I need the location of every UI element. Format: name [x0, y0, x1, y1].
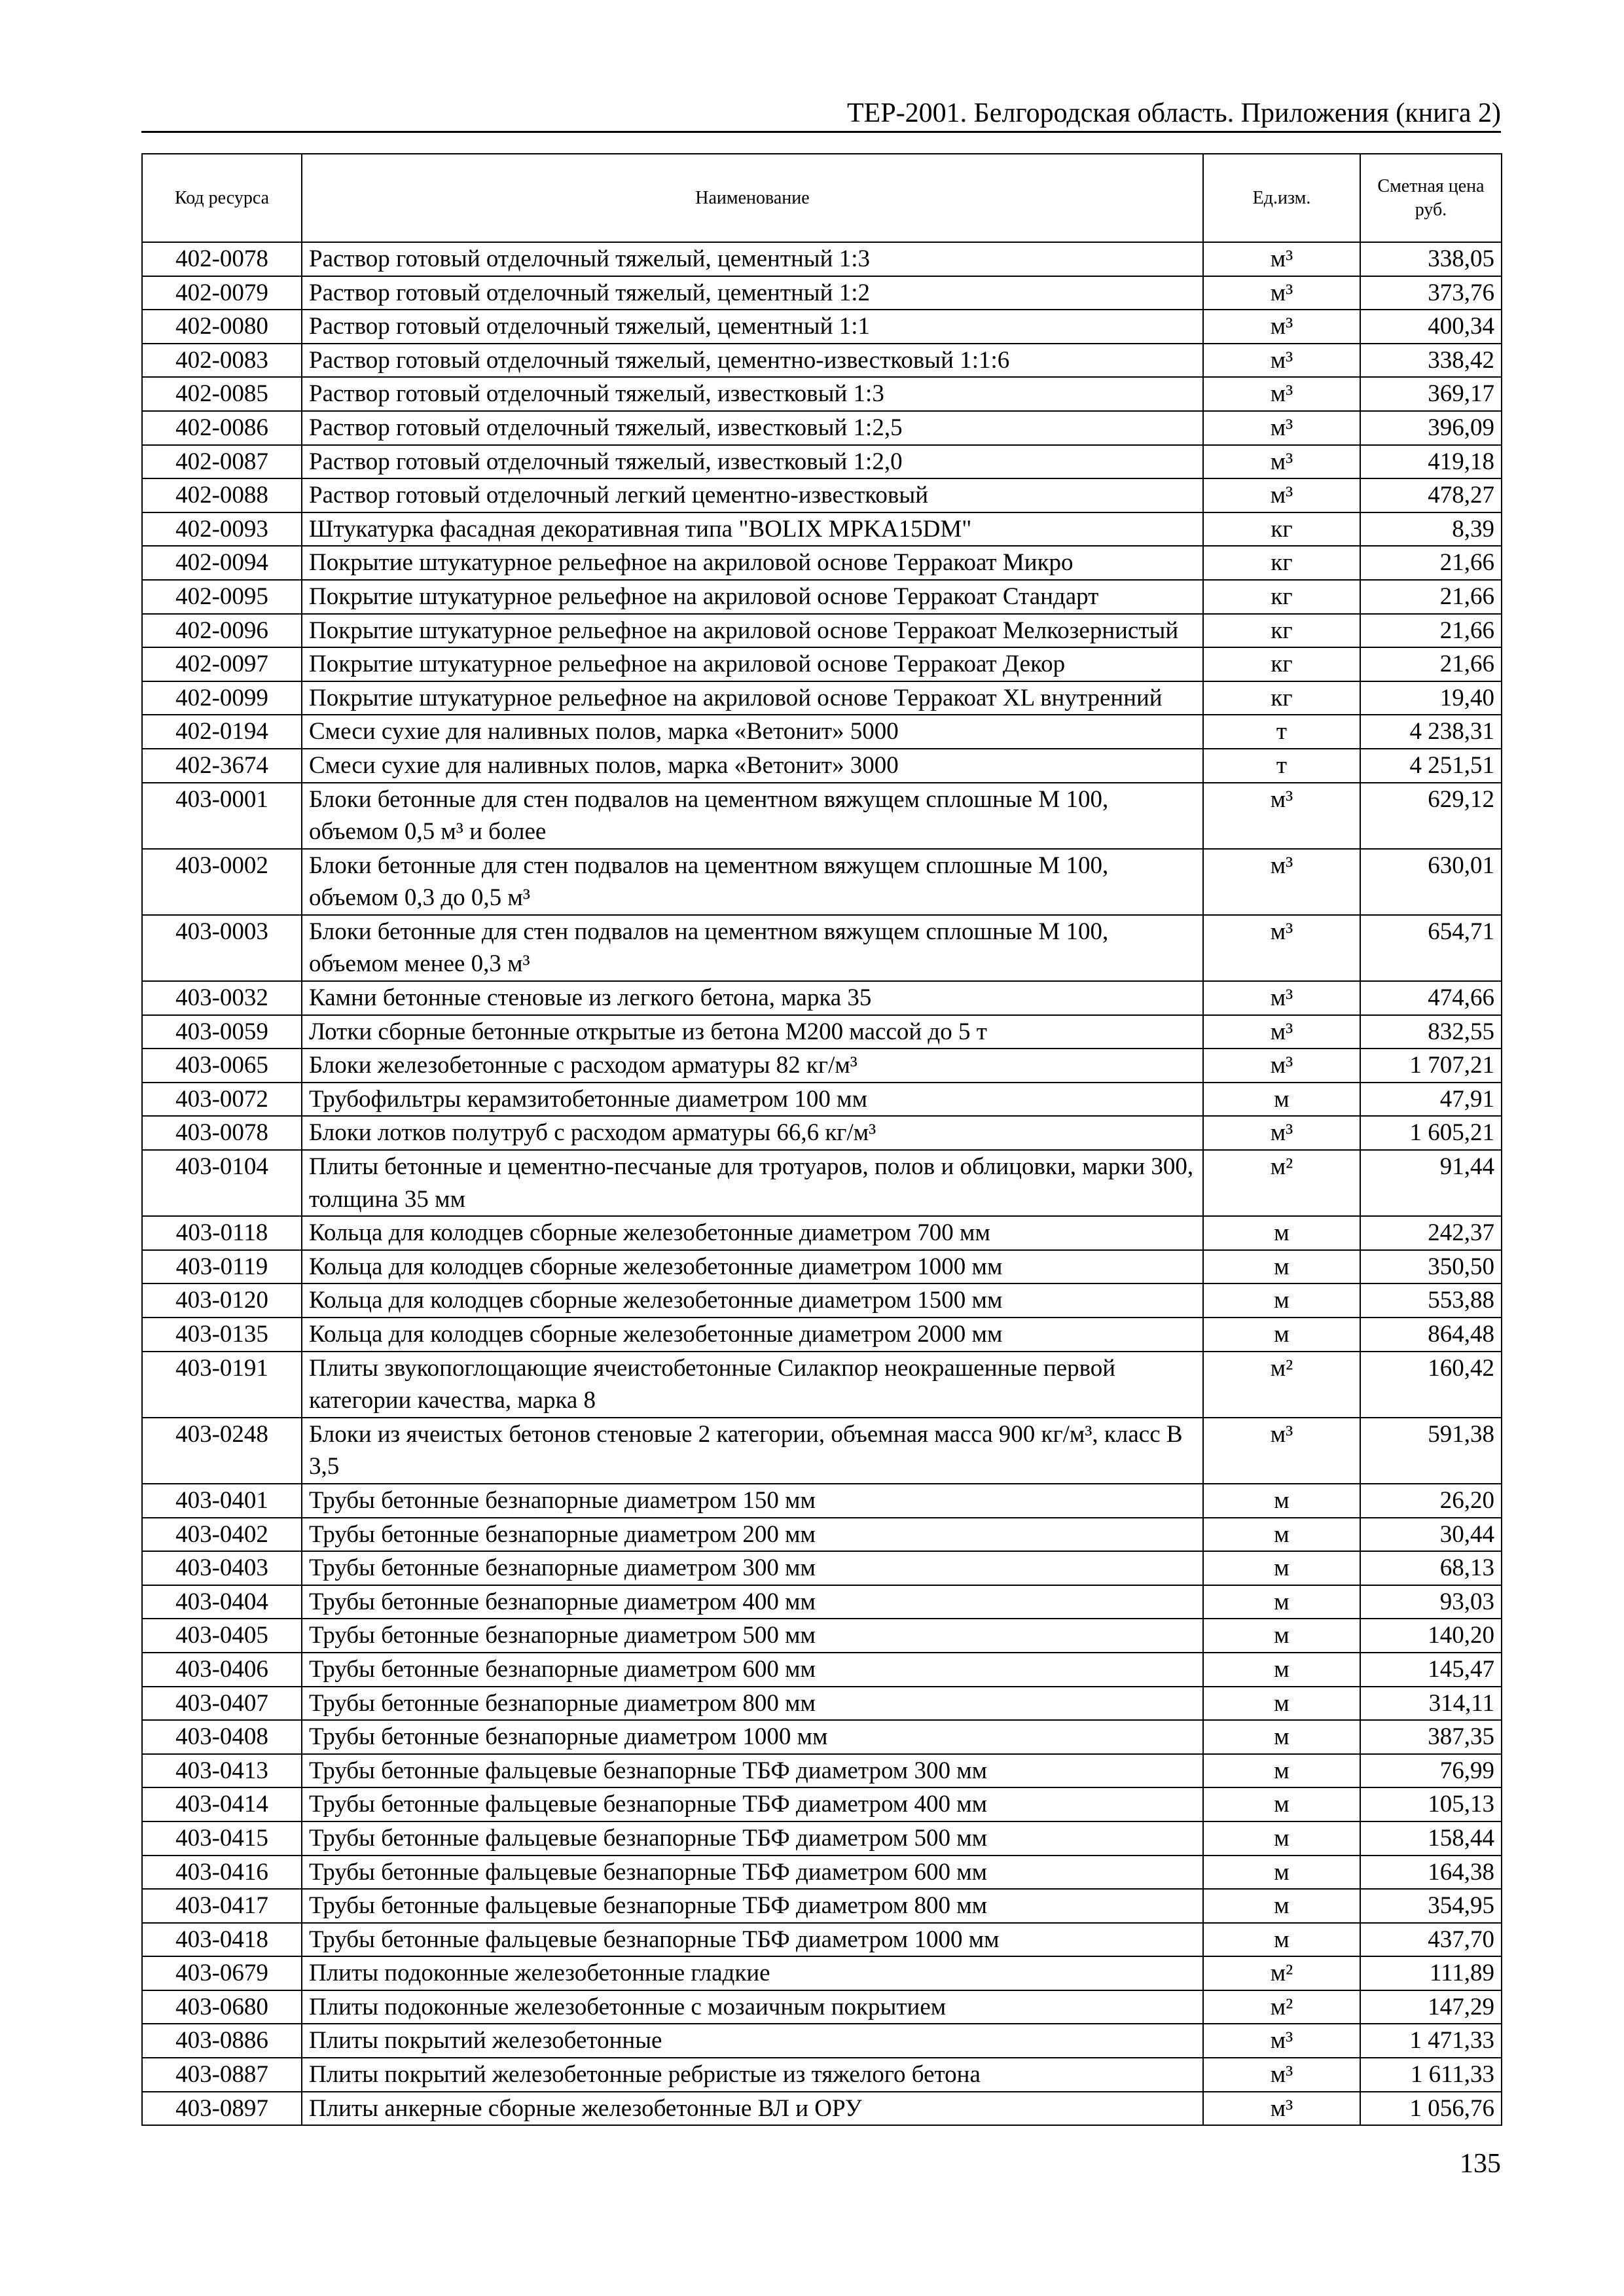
resource-code-cell: 403-0406: [142, 1653, 302, 1687]
price-cell: 1 056,76: [1360, 2092, 1502, 2126]
table-row: [142, 1352, 1502, 1418]
price-cell: 654,71: [1360, 915, 1502, 981]
resource-name-cell: Блоки бетонные для стен подвалов на цементном вяжущем сплошные М 100, объемом 0,3 до 0,5 м³: [302, 849, 1203, 915]
unit-cell: м: [1203, 1518, 1360, 1552]
resource-name-cell: Трубы бетонные безнапорные диаметром 300 мм: [302, 1551, 1203, 1585]
table-row: [142, 445, 1502, 479]
resource-name-cell: Плиты анкерные сборные железобетонные ВЛ и ОРУ: [302, 2092, 1203, 2126]
table-row: [142, 2024, 1502, 2058]
price-cell: 832,55: [1360, 1015, 1502, 1049]
resource-code-cell: 402-0194: [142, 715, 302, 749]
column-header-name: Наименование: [302, 154, 1203, 242]
unit-cell: м³: [1203, 2092, 1360, 2126]
resource-name-cell: Трубы бетонные фальцевые безнапорные ТБФ диаметром 300 мм: [302, 1754, 1203, 1788]
unit-cell: м³: [1203, 377, 1360, 411]
price-cell: 19,40: [1360, 681, 1502, 715]
resource-code-cell: 403-0135: [142, 1318, 302, 1352]
resource-name-cell: Трубы бетонные фальцевые безнапорные ТБФ диаметром 600 мм: [302, 1856, 1203, 1890]
unit-cell: м: [1203, 1318, 1360, 1352]
unit-cell: м³: [1203, 2024, 1360, 2058]
unit-cell: м: [1203, 1821, 1360, 1856]
price-cell: 47,91: [1360, 1083, 1502, 1117]
resource-code-cell: 402-0078: [142, 242, 302, 276]
resource-name-cell: Плиты звукопоглощающие ячеистобетонные Силакпор неокрашенные первой категории качества, марка 8: [302, 1352, 1203, 1418]
table-row: [142, 647, 1502, 681]
table-row: [142, 1619, 1502, 1653]
resource-name-cell: Блоки бетонные для стен подвалов на цементном вяжущем сплошные М 100, объемом менее 0,3 м³: [302, 915, 1203, 981]
resource-name-cell: Кольца для колодцев сборные железобетонные диаметром 1500 мм: [302, 1283, 1203, 1318]
resource-code-cell: 403-0059: [142, 1015, 302, 1049]
table-row: [142, 546, 1502, 580]
resource-name-cell: Трубы бетонные безнапорные диаметром 600 мм: [302, 1653, 1203, 1687]
unit-cell: м³: [1203, 2058, 1360, 2092]
table-row: [142, 1856, 1502, 1890]
resource-name-cell: Раствор готовый отделочный тяжелый, цементный 1:3: [302, 242, 1203, 276]
table-row: [142, 1720, 1502, 1754]
resource-code-cell: 403-0897: [142, 2092, 302, 2126]
price-cell: 93,03: [1360, 1585, 1502, 1619]
table-row: [142, 1551, 1502, 1585]
table-row: [142, 1653, 1502, 1687]
price-cell: 1 471,33: [1360, 2024, 1502, 2058]
resource-code-cell: 402-0080: [142, 310, 302, 344]
price-cell: 147,29: [1360, 1990, 1502, 2024]
price-cell: 21,66: [1360, 647, 1502, 681]
table-row: [142, 242, 1502, 276]
table-row: [142, 1585, 1502, 1619]
price-cell: 140,20: [1360, 1619, 1502, 1653]
table-row: [142, 344, 1502, 378]
unit-cell: м: [1203, 1889, 1360, 1923]
resource-price-table: [141, 153, 1502, 2126]
resource-name-cell: Плиты покрытий железобетонные: [302, 2024, 1203, 2058]
column-header-unit: Ед.изм.: [1203, 154, 1360, 242]
table-row: [142, 310, 1502, 344]
resource-code-cell: 403-0104: [142, 1150, 302, 1216]
resource-name-cell: Трубы бетонные безнапорные диаметром 150 мм: [302, 1484, 1203, 1518]
unit-cell: м³: [1203, 1015, 1360, 1049]
unit-cell: м³: [1203, 445, 1360, 479]
table-row: [142, 849, 1502, 915]
resource-name-cell: Камни бетонные стеновые из легкого бетона, марка 35: [302, 981, 1203, 1015]
page-number: 135: [1460, 2149, 1501, 2179]
unit-cell: м²: [1203, 1352, 1360, 1418]
price-cell: 354,95: [1360, 1889, 1502, 1923]
resource-name-cell: Плиты бетонные и цементно-песчаные для тротуаров, полов и облицовки, марки 300, толщина 35 мм: [302, 1150, 1203, 1216]
resource-name-cell: Трубы бетонные безнапорные диаметром 400 мм: [302, 1585, 1203, 1619]
resource-code-cell: 402-0085: [142, 377, 302, 411]
unit-cell: м³: [1203, 1418, 1360, 1484]
resource-name-cell: Блоки железобетонные с расходом арматуры 82 кг/м³: [302, 1049, 1203, 1083]
unit-cell: м: [1203, 1653, 1360, 1687]
price-cell: 396,09: [1360, 411, 1502, 445]
resource-name-cell: Трубы бетонные фальцевые безнапорные ТБФ диаметром 400 мм: [302, 1787, 1203, 1821]
unit-cell: м: [1203, 1754, 1360, 1788]
resource-code-cell: 402-0099: [142, 681, 302, 715]
unit-cell: м: [1203, 1283, 1360, 1318]
header-divider: [141, 131, 1501, 133]
price-cell: 4 238,31: [1360, 715, 1502, 749]
unit-cell: м³: [1203, 411, 1360, 445]
unit-cell: м: [1203, 1720, 1360, 1754]
unit-cell: м: [1203, 1619, 1360, 1653]
price-cell: 338,05: [1360, 242, 1502, 276]
resource-name-cell: Раствор готовый отделочный тяжелый, известковый 1:2,0: [302, 445, 1203, 479]
table-row: [142, 2092, 1502, 2126]
resource-name-cell: Лотки сборные бетонные открытые из бетона М200 массой до 5 т: [302, 1015, 1203, 1049]
resource-name-cell: Трубы бетонные безнапорные диаметром 800 мм: [302, 1687, 1203, 1721]
resource-name-cell: Покрытие штукатурное рельефное на акриловой основе Терракоат Декор: [302, 647, 1203, 681]
unit-cell: т: [1203, 749, 1360, 783]
resource-code-cell: 403-0887: [142, 2058, 302, 2092]
resource-code-cell: 403-0002: [142, 849, 302, 915]
resource-code-cell: 403-0416: [142, 1856, 302, 1890]
resource-name-cell: Штукатурка фасадная декоративная типа "BOLIX MPKA15DM": [302, 512, 1203, 547]
unit-cell: м³: [1203, 1116, 1360, 1150]
price-cell: 630,01: [1360, 849, 1502, 915]
column-header-price: Сметная цена руб.: [1360, 154, 1502, 242]
resource-code-cell: 402-0086: [142, 411, 302, 445]
resource-name-cell: Трубы бетонные фальцевые безнапорные ТБФ диаметром 1000 мм: [302, 1923, 1203, 1957]
table-row: [142, 1418, 1502, 1484]
resource-name-cell: Кольца для колодцев сборные железобетонные диаметром 1000 мм: [302, 1250, 1203, 1284]
price-cell: 91,44: [1360, 1150, 1502, 1216]
price-cell: 21,66: [1360, 580, 1502, 614]
price-cell: 350,50: [1360, 1250, 1502, 1284]
table-row: [142, 276, 1502, 310]
unit-cell: м³: [1203, 915, 1360, 981]
resource-name-cell: Смеси сухие для наливных полов, марка «Ветонит» 5000: [302, 715, 1203, 749]
price-cell: 160,42: [1360, 1352, 1502, 1418]
resource-name-cell: Раствор готовый отделочный тяжелый, цементный 1:2: [302, 276, 1203, 310]
price-cell: 629,12: [1360, 783, 1502, 849]
resource-code-cell: 402-0079: [142, 276, 302, 310]
resource-code-cell: 403-0415: [142, 1821, 302, 1856]
unit-cell: кг: [1203, 512, 1360, 547]
resource-code-cell: 403-0414: [142, 1787, 302, 1821]
resource-name-cell: Раствор готовый отделочный легкий цементно-известковый: [302, 478, 1203, 512]
table-row: [142, 1956, 1502, 1990]
table-row: [142, 1923, 1502, 1957]
price-cell: 105,13: [1360, 1787, 1502, 1821]
table-row: [142, 681, 1502, 715]
table-row: [142, 1250, 1502, 1284]
table-row: [142, 749, 1502, 783]
unit-cell: м³: [1203, 310, 1360, 344]
resource-code-cell: 403-0404: [142, 1585, 302, 1619]
unit-cell: м: [1203, 1687, 1360, 1721]
price-cell: 111,89: [1360, 1956, 1502, 1990]
price-cell: 553,88: [1360, 1283, 1502, 1318]
price-cell: 437,70: [1360, 1923, 1502, 1957]
table-body: [142, 242, 1502, 2125]
table-row: [142, 1015, 1502, 1049]
price-cell: 338,42: [1360, 344, 1502, 378]
unit-cell: м: [1203, 1484, 1360, 1518]
price-cell: 4 251,51: [1360, 749, 1502, 783]
resource-name-cell: Трубы бетонные безнапорные диаметром 200 мм: [302, 1518, 1203, 1552]
resource-name-cell: Раствор готовый отделочный тяжелый, известковый 1:2,5: [302, 411, 1203, 445]
resource-code-cell: 403-0886: [142, 2024, 302, 2058]
unit-cell: т: [1203, 715, 1360, 749]
resource-code-cell: 403-0120: [142, 1283, 302, 1318]
unit-cell: м³: [1203, 849, 1360, 915]
price-cell: 1 611,33: [1360, 2058, 1502, 2092]
resource-name-cell: Покрытие штукатурное рельефное на акриловой основе Терракоат Стандарт: [302, 580, 1203, 614]
column-header-code: Код ресурса: [142, 154, 302, 242]
price-cell: 314,11: [1360, 1687, 1502, 1721]
resource-name-cell: Раствор готовый отделочный тяжелый, цементно-известковый 1:1:6: [302, 344, 1203, 378]
table-row: [142, 1216, 1502, 1250]
resource-name-cell: Раствор готовый отделочный тяжелый, известковый 1:3: [302, 377, 1203, 411]
table-row: [142, 1049, 1502, 1083]
unit-cell: м²: [1203, 1150, 1360, 1216]
resource-code-cell: 403-0417: [142, 1889, 302, 1923]
unit-cell: м³: [1203, 276, 1360, 310]
resource-code-cell: 403-0407: [142, 1687, 302, 1721]
unit-cell: м: [1203, 1585, 1360, 1619]
table-row: [142, 1754, 1502, 1788]
resource-code-cell: 402-0094: [142, 546, 302, 580]
price-cell: 21,66: [1360, 614, 1502, 648]
unit-cell: м³: [1203, 242, 1360, 276]
unit-cell: кг: [1203, 614, 1360, 648]
resource-code-cell: 403-0001: [142, 783, 302, 849]
resource-code-cell: 403-0003: [142, 915, 302, 981]
resource-code-cell: 402-0097: [142, 647, 302, 681]
resource-name-cell: Трубы бетонные фальцевые безнапорные ТБФ диаметром 800 мм: [302, 1889, 1203, 1923]
resource-code-cell: 403-0248: [142, 1418, 302, 1484]
table-row: [142, 614, 1502, 648]
table-row: [142, 981, 1502, 1015]
unit-cell: м: [1203, 1250, 1360, 1284]
unit-cell: м³: [1203, 1049, 1360, 1083]
resource-name-cell: Плиты покрытий железобетонные ребристые из тяжелого бетона: [302, 2058, 1203, 2092]
price-cell: 76,99: [1360, 1754, 1502, 1788]
price-cell: 8,39: [1360, 512, 1502, 547]
table-row: [142, 1821, 1502, 1856]
unit-cell: м: [1203, 1856, 1360, 1890]
running-header-title: ТЕР-2001. Белгородская область. Приложения (книга 2): [847, 98, 1501, 128]
table-row: [142, 411, 1502, 445]
price-cell: 400,34: [1360, 310, 1502, 344]
resource-name-cell: Кольца для колодцев сборные железобетонные диаметром 700 мм: [302, 1216, 1203, 1250]
resource-code-cell: 403-0413: [142, 1754, 302, 1788]
unit-cell: м³: [1203, 478, 1360, 512]
price-cell: 26,20: [1360, 1484, 1502, 1518]
resource-code-cell: 403-0405: [142, 1619, 302, 1653]
price-cell: 373,76: [1360, 276, 1502, 310]
table-row: [142, 915, 1502, 981]
table-header-row: [142, 154, 1502, 242]
table-row: [142, 1787, 1502, 1821]
table-row: [142, 1318, 1502, 1352]
resource-name-cell: Кольца для колодцев сборные железобетонные диаметром 2000 мм: [302, 1318, 1203, 1352]
resource-code-cell: 403-0078: [142, 1116, 302, 1150]
price-cell: 369,17: [1360, 377, 1502, 411]
resource-code-cell: 402-0093: [142, 512, 302, 547]
resource-name-cell: Блоки лотков полутруб с расходом арматуры 66,6 кг/м³: [302, 1116, 1203, 1150]
table-row: [142, 783, 1502, 849]
table-row: [142, 512, 1502, 547]
price-cell: 1 605,21: [1360, 1116, 1502, 1150]
resource-code-cell: 403-0408: [142, 1720, 302, 1754]
unit-cell: м: [1203, 1551, 1360, 1585]
price-cell: 30,44: [1360, 1518, 1502, 1552]
resource-name-cell: Трубы бетонные безнапорные диаметром 500 мм: [302, 1619, 1203, 1653]
unit-cell: кг: [1203, 580, 1360, 614]
table-row: [142, 580, 1502, 614]
resource-name-cell: Трубы бетонные безнапорные диаметром 1000 мм: [302, 1720, 1203, 1754]
table-row: [142, 2058, 1502, 2092]
price-cell: 474,66: [1360, 981, 1502, 1015]
resource-code-cell: 403-0065: [142, 1049, 302, 1083]
unit-cell: м²: [1203, 1990, 1360, 2024]
price-cell: 145,47: [1360, 1653, 1502, 1687]
table-row: [142, 1889, 1502, 1923]
resource-code-cell: 403-0119: [142, 1250, 302, 1284]
resource-code-cell: 403-0403: [142, 1551, 302, 1585]
resource-code-cell: 402-3674: [142, 749, 302, 783]
table-row: [142, 1083, 1502, 1117]
resource-code-cell: 403-0072: [142, 1083, 302, 1117]
table-row: [142, 1687, 1502, 1721]
resource-name-cell: Покрытие штукатурное рельефное на акриловой основе Терракоат Микро: [302, 546, 1203, 580]
table-row: [142, 715, 1502, 749]
unit-cell: м³: [1203, 981, 1360, 1015]
resource-code-cell: 403-0191: [142, 1352, 302, 1418]
resource-name-cell: Плиты подоконные железобетонные с мозаичным покрытием: [302, 1990, 1203, 2024]
resource-code-cell: 403-0118: [142, 1216, 302, 1250]
resource-name-cell: Раствор готовый отделочный тяжелый, цементный 1:1: [302, 310, 1203, 344]
table-row: [142, 1484, 1502, 1518]
resource-code-cell: 403-0401: [142, 1484, 302, 1518]
price-cell: 864,48: [1360, 1318, 1502, 1352]
table-row: [142, 478, 1502, 512]
resource-name-cell: Трубофильтры керамзитобетонные диаметром 100 мм: [302, 1083, 1203, 1117]
resource-name-cell: Смеси сухие для наливных полов, марка «Ветонит» 3000: [302, 749, 1203, 783]
price-cell: 164,38: [1360, 1856, 1502, 1890]
resource-name-cell: Блоки бетонные для стен подвалов на цементном вяжущем сплошные М 100, объемом 0,5 м³ и более: [302, 783, 1203, 849]
unit-cell: м³: [1203, 783, 1360, 849]
resource-code-cell: 403-0680: [142, 1990, 302, 2024]
table-row: [142, 1116, 1502, 1150]
resource-code-cell: 402-0096: [142, 614, 302, 648]
price-cell: 68,13: [1360, 1551, 1502, 1585]
resource-name-cell: Покрытие штукатурное рельефное на акриловой основе Терракоат XL внутренний: [302, 681, 1203, 715]
unit-cell: м³: [1203, 344, 1360, 378]
table-row: [142, 1518, 1502, 1552]
resource-name-cell: Покрытие штукатурное рельефное на акриловой основе Терракоат Мелкозернистый: [302, 614, 1203, 648]
table-row: [142, 377, 1502, 411]
price-cell: 158,44: [1360, 1821, 1502, 1856]
unit-cell: м: [1203, 1083, 1360, 1117]
unit-cell: м: [1203, 1923, 1360, 1957]
resource-code-cell: 403-0032: [142, 981, 302, 1015]
table-row: [142, 1990, 1502, 2024]
resource-code-cell: 402-0095: [142, 580, 302, 614]
resource-code-cell: 402-0083: [142, 344, 302, 378]
resource-name-cell: Плиты подоконные железобетонные гладкие: [302, 1956, 1203, 1990]
resource-name-cell: Трубы бетонные фальцевые безнапорные ТБФ диаметром 500 мм: [302, 1821, 1203, 1856]
resource-code-cell: 403-0402: [142, 1518, 302, 1552]
unit-cell: м²: [1203, 1956, 1360, 1990]
unit-cell: кг: [1203, 681, 1360, 715]
unit-cell: кг: [1203, 546, 1360, 580]
price-cell: 242,37: [1360, 1216, 1502, 1250]
price-cell: 419,18: [1360, 445, 1502, 479]
resource-name-cell: Блоки из ячеистых бетонов стеновые 2 категории, объемная масса 900 кг/м³, класс В 3,5: [302, 1418, 1203, 1484]
price-cell: 387,35: [1360, 1720, 1502, 1754]
resource-code-cell: 403-0679: [142, 1956, 302, 1990]
unit-cell: м: [1203, 1216, 1360, 1250]
unit-cell: м: [1203, 1787, 1360, 1821]
resource-code-cell: 403-0418: [142, 1923, 302, 1957]
price-cell: 21,66: [1360, 546, 1502, 580]
resource-code-cell: 402-0087: [142, 445, 302, 479]
price-cell: 591,38: [1360, 1418, 1502, 1484]
price-cell: 1 707,21: [1360, 1049, 1502, 1083]
table-row: [142, 1150, 1502, 1216]
table-row: [142, 1283, 1502, 1318]
resource-code-cell: 402-0088: [142, 478, 302, 512]
price-cell: 478,27: [1360, 478, 1502, 512]
unit-cell: кг: [1203, 647, 1360, 681]
